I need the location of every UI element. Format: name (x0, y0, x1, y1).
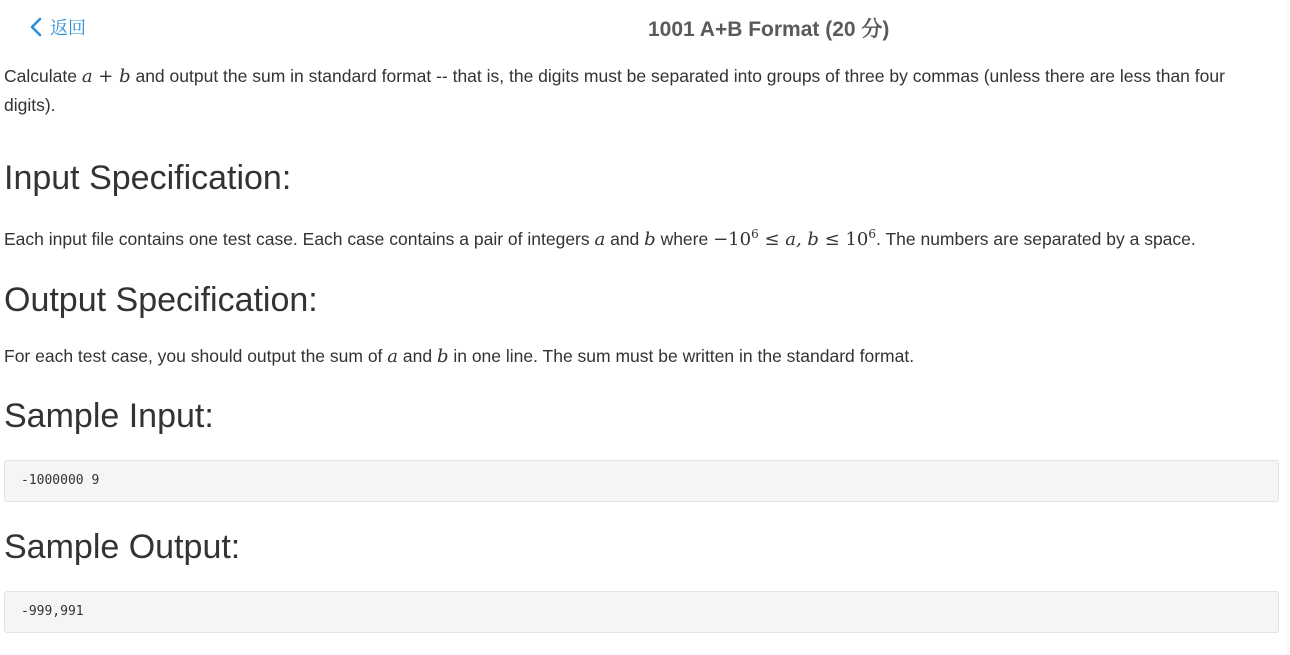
chevron-left-icon (30, 17, 42, 37)
sample-output-heading: Sample Output: (4, 527, 241, 566)
problem-content (4, 62, 1279, 633)
sample-output-code[interactable]: -999,991 (4, 591, 1279, 633)
top-bar (0, 0, 1290, 56)
back-button[interactable] (30, 14, 86, 40)
back-label: 返回 (50, 18, 86, 38)
problem-description: Calculate a + b and output the sum in standard format -- that is, the digits must be separated into groups of three by commas (unless there are less than four digits). (4, 66, 1225, 115)
sample-input-code[interactable]: -1000000 9 (4, 460, 1279, 502)
input-spec-heading: Input Specification: (4, 159, 292, 197)
output-spec-text: For each test case, you should output the sum of a and b in one line. The sum must be written in the standard format. (4, 345, 915, 367)
sample-input-heading: Sample Input: (4, 396, 214, 435)
input-spec-text: Each input file contains one test case. Each case contains a pair of integers a and b where $-10^6 \le a$, $b \le 10^6$. The numbers are separated by a space. (4, 227, 1196, 250)
output-spec-heading: Output Specification: (4, 280, 318, 319)
math-expression: a + b (81, 66, 131, 87)
page-title: 1001 A+B Format (20 分) (648, 18, 890, 41)
